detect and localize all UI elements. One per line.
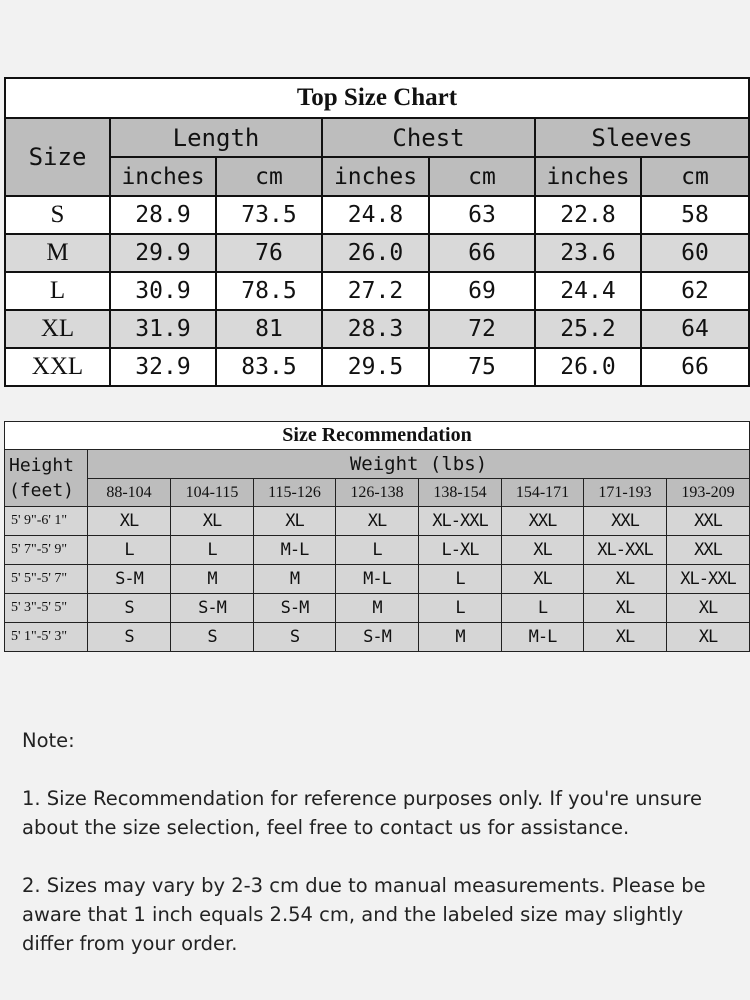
measurement-cell: 28.9: [110, 196, 216, 234]
measurement-cell: 83.5: [216, 348, 322, 386]
size-label-cell: XL: [5, 310, 110, 348]
recommended-size-cell: S-M: [171, 594, 254, 623]
measurement-cell: 27.2: [322, 272, 429, 310]
measurement-cell: 22.8: [535, 196, 641, 234]
recommended-size-cell: XXL: [502, 507, 584, 536]
recommended-size-cell: XXL: [667, 536, 750, 565]
measurement-cell: 73.5: [216, 196, 322, 234]
recommendation-row: [5, 536, 750, 565]
measurement-cell: 24.8: [322, 196, 429, 234]
size-label-cell: M: [5, 234, 110, 272]
measurement-cell: 81: [216, 310, 322, 348]
measurement-cell: 66: [641, 348, 749, 386]
length-header: Length: [110, 118, 322, 157]
recommended-size-cell: XL: [171, 507, 254, 536]
recommended-size-cell: XL: [667, 594, 750, 623]
unit-header: inches: [110, 157, 216, 196]
recommended-size-cell: M: [171, 565, 254, 594]
recommendation-row: [5, 565, 750, 594]
recommended-size-cell: S: [88, 623, 171, 652]
unit-header: cm: [641, 157, 749, 196]
recommended-size-cell: L: [88, 536, 171, 565]
recommended-size-cell: S: [88, 594, 171, 623]
weight-range-cell: 126-138: [336, 479, 419, 507]
measurement-cell: 28.3: [322, 310, 429, 348]
measurement-cell: 25.2: [535, 310, 641, 348]
measurement-cell: 64: [641, 310, 749, 348]
measurement-cell: 63: [429, 196, 535, 234]
measurement-cell: 32.9: [110, 348, 216, 386]
size-label-cell: XXL: [5, 348, 110, 386]
size-label-cell: S: [5, 196, 110, 234]
note-item: 2. Sizes may vary by 2-3 cm due to manual measurements. Please be aware that 1 inch equals 2.54 cm, and the labeled size may slightly differ from your order.: [22, 874, 706, 955]
recommended-size-cell: XL-XXL: [667, 565, 750, 594]
recommended-size-cell: L: [336, 536, 419, 565]
recommended-size-cell: XL: [584, 565, 667, 594]
measurement-cell: 29.9: [110, 234, 216, 272]
measurement-cell: 26.0: [322, 234, 429, 272]
unit-header: inches: [535, 157, 641, 196]
recommendation-title: Size Recommendation: [5, 422, 750, 450]
size-label-cell: L: [5, 272, 110, 310]
recommended-size-cell: XL: [667, 623, 750, 652]
measurement-cell: 78.5: [216, 272, 322, 310]
size-row: [5, 348, 749, 386]
unit-header: cm: [429, 157, 535, 196]
recommendation-row: [5, 623, 750, 652]
measurement-cell: 62: [641, 272, 749, 310]
notes-heading: Note:: [22, 729, 75, 752]
weight-range-cell: 154-171: [502, 479, 584, 507]
recommended-size-cell: XL-XXL: [419, 507, 502, 536]
recommended-size-cell: L: [419, 594, 502, 623]
measurement-cell: 76: [216, 234, 322, 272]
measurement-cell: 72: [429, 310, 535, 348]
recommended-size-cell: M-L: [336, 565, 419, 594]
recommended-size-cell: L-XL: [419, 536, 502, 565]
recommended-size-cell: M: [336, 594, 419, 623]
measurement-cell: 75: [429, 348, 535, 386]
size-chart-title: Top Size Chart: [5, 78, 749, 118]
recommended-size-cell: XL: [336, 507, 419, 536]
notes-section: [22, 726, 734, 958]
weight-range-cell: 104-115: [171, 479, 254, 507]
height-range-cell: 5' 5"-5' 7": [5, 565, 88, 594]
sleeves-header: Sleeves: [535, 118, 749, 157]
measurement-cell: 24.4: [535, 272, 641, 310]
measurement-cell: 23.6: [535, 234, 641, 272]
recommended-size-cell: L: [419, 565, 502, 594]
weight-range-cell: 171-193: [584, 479, 667, 507]
recommended-size-cell: XL: [502, 565, 584, 594]
size-recommendation-table: [4, 421, 750, 652]
height-header-label: Height: [9, 455, 75, 476]
measurement-cell: 66: [429, 234, 535, 272]
weight-range-row: [5, 479, 750, 507]
measurement-cell: 30.9: [110, 272, 216, 310]
recommended-size-cell: M-L: [502, 623, 584, 652]
recommended-size-cell: M: [254, 565, 336, 594]
height-header: [5, 450, 88, 507]
measurement-cell: 58: [641, 196, 749, 234]
size-chart-body: [5, 196, 749, 386]
height-range-cell: 5' 3"-5' 5": [5, 594, 88, 623]
top-size-chart-table: [4, 77, 750, 387]
size-row: [5, 310, 749, 348]
height-header-unit: (feet): [9, 480, 75, 501]
recommendation-row: [5, 507, 750, 536]
weight-header: Weight (lbs): [88, 450, 750, 479]
note-item: 1. Size Recommendation for reference purposes only. If you're unsure about the size selection, feel free to contact us for assistance.: [22, 787, 702, 839]
height-range-cell: 5' 7"-5' 9": [5, 536, 88, 565]
recommended-size-cell: S-M: [88, 565, 171, 594]
unit-header: inches: [322, 157, 429, 196]
measurement-cell: 69: [429, 272, 535, 310]
recommended-size-cell: L: [171, 536, 254, 565]
measurement-cell: 26.0: [535, 348, 641, 386]
recommended-size-cell: S-M: [336, 623, 419, 652]
measurement-cell: 60: [641, 234, 749, 272]
recommended-size-cell: XL: [584, 623, 667, 652]
weight-range-cell: 115-126: [254, 479, 336, 507]
recommended-size-cell: XL: [254, 507, 336, 536]
weight-range-cell: 88-104: [88, 479, 171, 507]
recommended-size-cell: XL-XXL: [584, 536, 667, 565]
recommended-size-cell: L: [502, 594, 584, 623]
recommended-size-cell: XXL: [667, 507, 750, 536]
height-range-cell: 5' 9"-6' 1": [5, 507, 88, 536]
measurement-cell: 31.9: [110, 310, 216, 348]
weight-range-cell: 138-154: [419, 479, 502, 507]
size-row: [5, 196, 749, 234]
measurement-cell: 29.5: [322, 348, 429, 386]
recommended-size-cell: M-L: [254, 536, 336, 565]
size-column-header: Size: [5, 118, 110, 196]
recommended-size-cell: M: [419, 623, 502, 652]
size-row: [5, 234, 749, 272]
recommended-size-cell: S: [254, 623, 336, 652]
recommended-size-cell: XL: [502, 536, 584, 565]
weight-range-cell: 193-209: [667, 479, 750, 507]
recommended-size-cell: XL: [88, 507, 171, 536]
recommended-size-cell: XXL: [584, 507, 667, 536]
recommended-size-cell: S: [171, 623, 254, 652]
recommendation-row: [5, 594, 750, 623]
height-range-cell: 5' 1"-5' 3": [5, 623, 88, 652]
chest-header: Chest: [322, 118, 535, 157]
recommendation-body: [5, 507, 750, 652]
recommended-size-cell: S-M: [254, 594, 336, 623]
recommended-size-cell: XL: [584, 594, 667, 623]
size-row: [5, 272, 749, 310]
unit-header: cm: [216, 157, 322, 196]
